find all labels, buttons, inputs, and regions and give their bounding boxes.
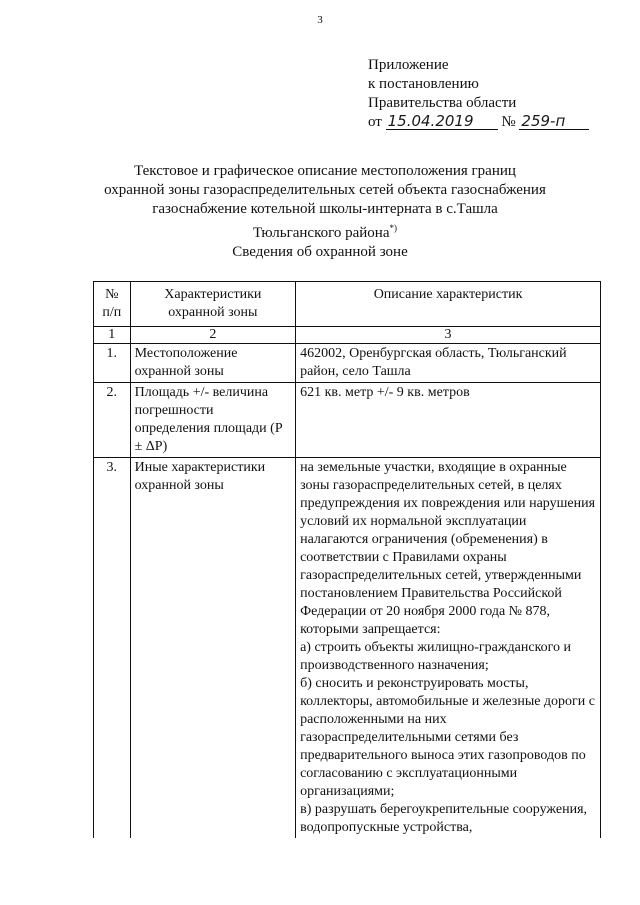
index-cell: 3 (296, 327, 601, 344)
table-row (94, 383, 601, 458)
table-row (94, 344, 601, 383)
zone-info-table (93, 281, 601, 838)
footnote-mark: *) (389, 223, 397, 233)
row-number: 1. (94, 344, 131, 383)
table-header-row (94, 282, 601, 327)
section-subtitle: Сведения об охранной зоне (232, 244, 408, 260)
table-index-row (94, 327, 601, 344)
restriction-item-a: а) строить объекты жилищно-гражданского и производственного назначения; (300, 640, 572, 673)
row-number: 3. (94, 458, 131, 839)
handwritten-date: 15.04.2019 (386, 113, 498, 130)
appendix-block (368, 56, 589, 132)
restriction-item-c: в) разрушать берегоукрепительные сооружения, водопропускные устройства, (300, 802, 588, 835)
index-cell: 2 (130, 327, 295, 344)
number-label: № (501, 114, 516, 130)
row-description: 621 кв. метр +/- 9 кв. метров (296, 383, 601, 458)
title-line-1: Текстовое и графическое описание местоположения границ (134, 163, 516, 179)
row-description: 462002, Оренбургская область, Тюльганский район, село Ташла (296, 344, 601, 383)
index-cell: 1 (94, 327, 131, 344)
from-label: от (368, 114, 382, 130)
row-characteristic: Площадь +/- величина погрешности определения площади (P ± ΔP) (130, 383, 295, 458)
header-description: Описание характеристик (296, 282, 601, 327)
row-characteristic: Местоположение охранной зоны (130, 344, 295, 383)
appendix-line-3: Правительства области (368, 95, 517, 111)
table-row (94, 458, 601, 839)
header-characteristics: Характеристики охранной зоны (130, 282, 295, 327)
row-description: на земельные участки, входящие в охранные зоны газораспределительных сетей, в целях предупреждения их повреждения или нарушения условий их нормальной эксплуатации налагаются ограничения (обременения) в соответствии с Правилами охраны газораспределительных сетей, утвержденными постановлением Правительства Российской Федерации от 20 ноября 2000 года № 878, которыми запрещается: (300, 460, 596, 637)
document-title (90, 162, 560, 243)
handwritten-number: 259-п (519, 113, 589, 130)
row-number: 2. (94, 383, 131, 458)
title-line-2: охранной зоны газораспределительных сетей объекта газоснабжения (104, 182, 546, 198)
title-line-3: газоснабжение котельной школы-интерната в с.Ташла (152, 201, 498, 217)
title-line-4 (90, 219, 560, 243)
header-number: № п/п (94, 282, 131, 327)
appendix-line-1: Приложение (368, 57, 449, 73)
row-description-block (296, 458, 601, 839)
title-line-4-text: Тюльганского района (253, 225, 390, 241)
page-number: 3 (317, 14, 323, 26)
row-characteristic: Иные характеристики охранной зоны (130, 458, 295, 839)
restriction-item-b: б) сносить и реконструировать мосты, коллекторы, автомобильные и железные дороги с расположенными на них газораспределительными сетями без предварительного выноса этих газопроводов по согласованию с эксплуатационными организациями; (300, 676, 596, 799)
appendix-line-2: к постановлению (368, 76, 479, 92)
appendix-date-line (368, 113, 589, 132)
